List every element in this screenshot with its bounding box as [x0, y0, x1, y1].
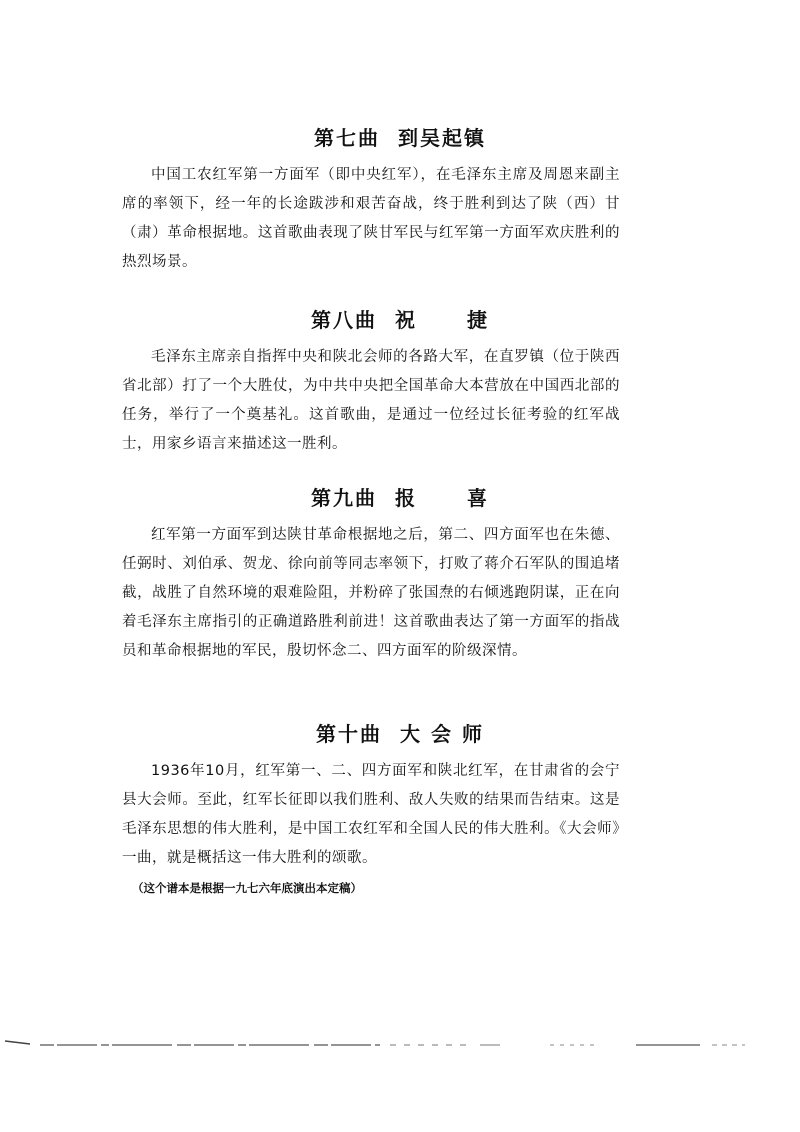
section-10-title: 大 会 师 [400, 722, 484, 746]
section-7-title: 到吴起镇 [398, 126, 486, 150]
section-8-paragraph: 毛泽东主席亲自指挥中央和陕北会师的各路大军，在直罗镇（位于陕西省北部）打了一个大胜仗，为中共中央把全国革命大本营放在中国西北部的任务，举行了一个奠基礼。这首歌曲，是通过一位经过长征考验的红军战士，用家乡语言来描述这一胜利。 [122, 349, 620, 452]
section-8-title-first: 祝 [395, 308, 417, 332]
section-10-heading [0, 718, 800, 747]
section-10-number: 第十曲 [316, 722, 383, 746]
section-8-number: 第八曲 [311, 308, 377, 332]
footnote: （这个谱本是根据一九七六年底演出本定稿） [132, 881, 362, 895]
section-9-title-second: 喜 [467, 486, 489, 510]
section-9-paragraph: 红军第一方面军到达陕甘革命根据地之后，第二、四方面军也在朱德、任弼时、刘伯承、贺龙、徐向前等同志率领下，打败了蒋介石军队的围追堵截，战胜了自然环境的艰难险阻，并粉碎了张国焘的右倾逃跑阴谋，正在向着毛泽东主席指引的正确道路胜利前进！这首歌曲表达了第一方面军的指战员和革命根据地的军民，殷切怀念二、四方面军的阶级深情。 [122, 527, 620, 659]
section-7-paragraph: 中国工农红军第一方面军（即中央红军），在毛泽东主席及周恩来副主席的率领下，经一年的长途跋涉和艰苦奋战，终于胜利到达了陕（西）甘（肃）革命根据地。这首歌曲表现了陕甘军民与红军第一方面军欢庆胜利的热烈场景。 [122, 167, 620, 270]
section-9-title-first: 报 [395, 486, 417, 510]
section-7-number: 第七曲 [314, 126, 380, 150]
section-7-heading [0, 122, 800, 151]
section-8-heading [0, 304, 800, 333]
section-8-title-second: 捷 [467, 308, 489, 332]
scan-artifact-line [0, 1036, 800, 1048]
section-9-number: 第九曲 [311, 486, 377, 510]
section-9-heading [0, 482, 800, 511]
section-10-paragraph: 1936年10月，红军第一、二、四方面军和陕北红军，在甘肃省的会宁县大会师。至此，红军长征即以我们胜利、敌人失败的结果而告结束。这是毛泽东思想的伟大胜利，是中国工农红军和全国人民的伟大胜利。《大会师》一曲，就是概括这一伟大胜利的颂歌。 [122, 763, 620, 866]
